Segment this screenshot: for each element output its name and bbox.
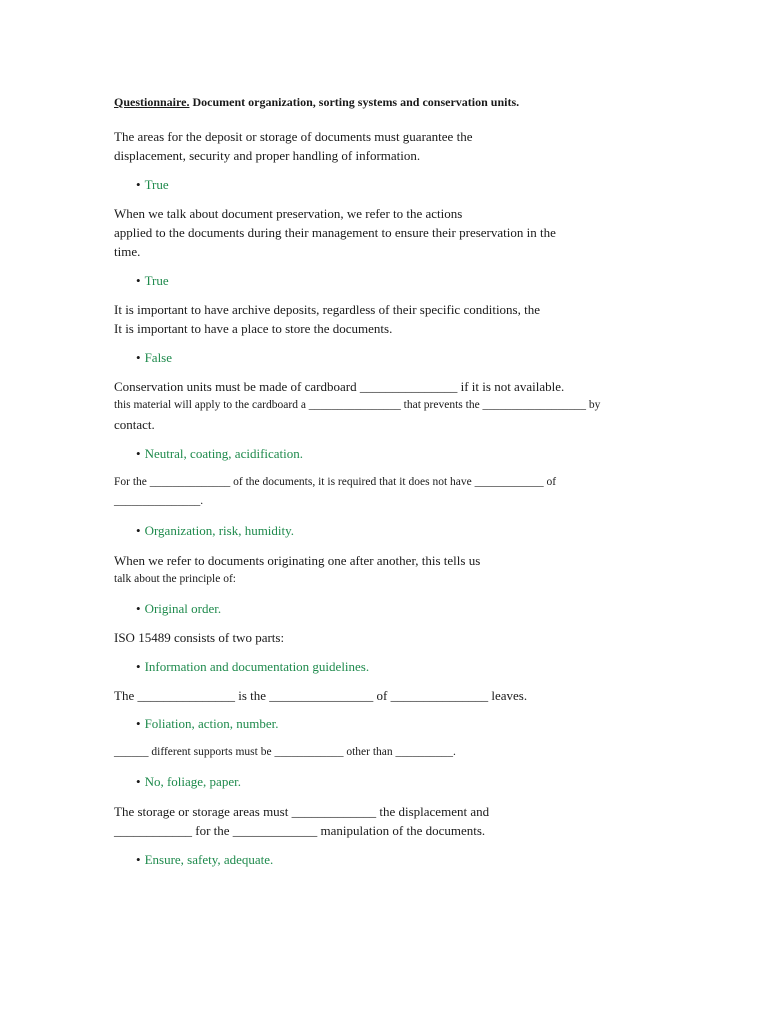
bullet-icon: • (136, 774, 141, 789)
bullet-icon: • (136, 852, 141, 867)
answer-9 (136, 772, 241, 791)
answer-2 (136, 271, 169, 290)
answer-6 (136, 599, 221, 618)
question-line: For the ______________ of the documents, it is required that it does not have ____________ of (114, 476, 557, 488)
question-line: displacement, security and proper handling of information. (114, 148, 421, 163)
bullet-icon: • (136, 601, 141, 616)
answer-10 (136, 850, 273, 869)
question-line: _______________. (114, 495, 204, 507)
title-prefix: Questionnaire. (114, 95, 190, 109)
question-line: The storage or storage areas must _____________ the displacement and (114, 804, 490, 819)
question-2 (114, 204, 674, 261)
answer-text: Ensure, safety, adequate. (144, 852, 274, 867)
page-title (114, 95, 519, 110)
question-line: ____________ for the _____________ manipulation of the documents. (114, 823, 486, 838)
answer-text: True (144, 273, 169, 288)
answer-text: Organization, risk, humidity. (144, 523, 295, 538)
answer-text: False (144, 350, 173, 365)
question-9 (114, 743, 674, 762)
answer-text: Neutral, coating, acidification. (144, 446, 304, 461)
question-line: Conservation units must be made of cardboard _______________ if it is not available. (114, 379, 565, 394)
answer-text: Information and documentation guidelines. (144, 659, 370, 674)
question-8 (114, 686, 674, 705)
question-line: ______ different supports must be ____________ other than __________. (114, 746, 456, 758)
question-4 (114, 377, 674, 434)
question-line: The _______________ is the ________________ of _______________ leaves. (114, 688, 528, 703)
question-line: It is important to have archive deposits, regardless of their specific conditions, the (114, 302, 540, 317)
question-line: applied to the documents during their management to ensure their preservation in the (114, 225, 556, 240)
question-line: When we talk about document preservation, we refer to the actions (114, 206, 463, 221)
answer-text: True (144, 177, 169, 192)
question-line: contact. (114, 417, 155, 432)
question-3 (114, 300, 674, 338)
question-10 (114, 802, 674, 840)
question-line: The areas for the deposit or storage of documents must guarantee the (114, 129, 473, 144)
bullet-icon: • (136, 523, 141, 538)
bullet-icon: • (136, 446, 141, 461)
question-line: It is important to have a place to store the documents. (114, 321, 393, 336)
question-7 (114, 628, 674, 647)
question-1 (114, 127, 674, 165)
question-line: talk about the principle of: (114, 573, 236, 585)
answer-text: No, foliage, paper. (144, 774, 241, 789)
answer-7 (136, 657, 369, 676)
question-line: time. (114, 244, 141, 259)
answer-3 (136, 348, 172, 367)
title-text: Document organization, sorting systems and conservation units. (189, 95, 520, 109)
answer-4 (136, 444, 303, 463)
question-line: this material will apply to the cardboard a ________________ that prevents the __________________ by (114, 399, 601, 411)
answer-text: Original order. (144, 601, 222, 616)
answer-5 (136, 521, 294, 540)
bullet-icon: • (136, 350, 141, 365)
bullet-icon: • (136, 177, 141, 192)
question-6 (114, 551, 674, 589)
bullet-icon: • (136, 273, 141, 288)
answer-1 (136, 175, 169, 194)
bullet-icon: • (136, 716, 141, 731)
answer-text: Foliation, action, number. (144, 716, 279, 731)
question-5 (114, 473, 674, 511)
answer-8 (136, 714, 279, 733)
question-line: When we refer to documents originating one after another, this tells us (114, 553, 481, 568)
question-line: ISO 15489 consists of two parts: (114, 630, 285, 645)
bullet-icon: • (136, 659, 141, 674)
